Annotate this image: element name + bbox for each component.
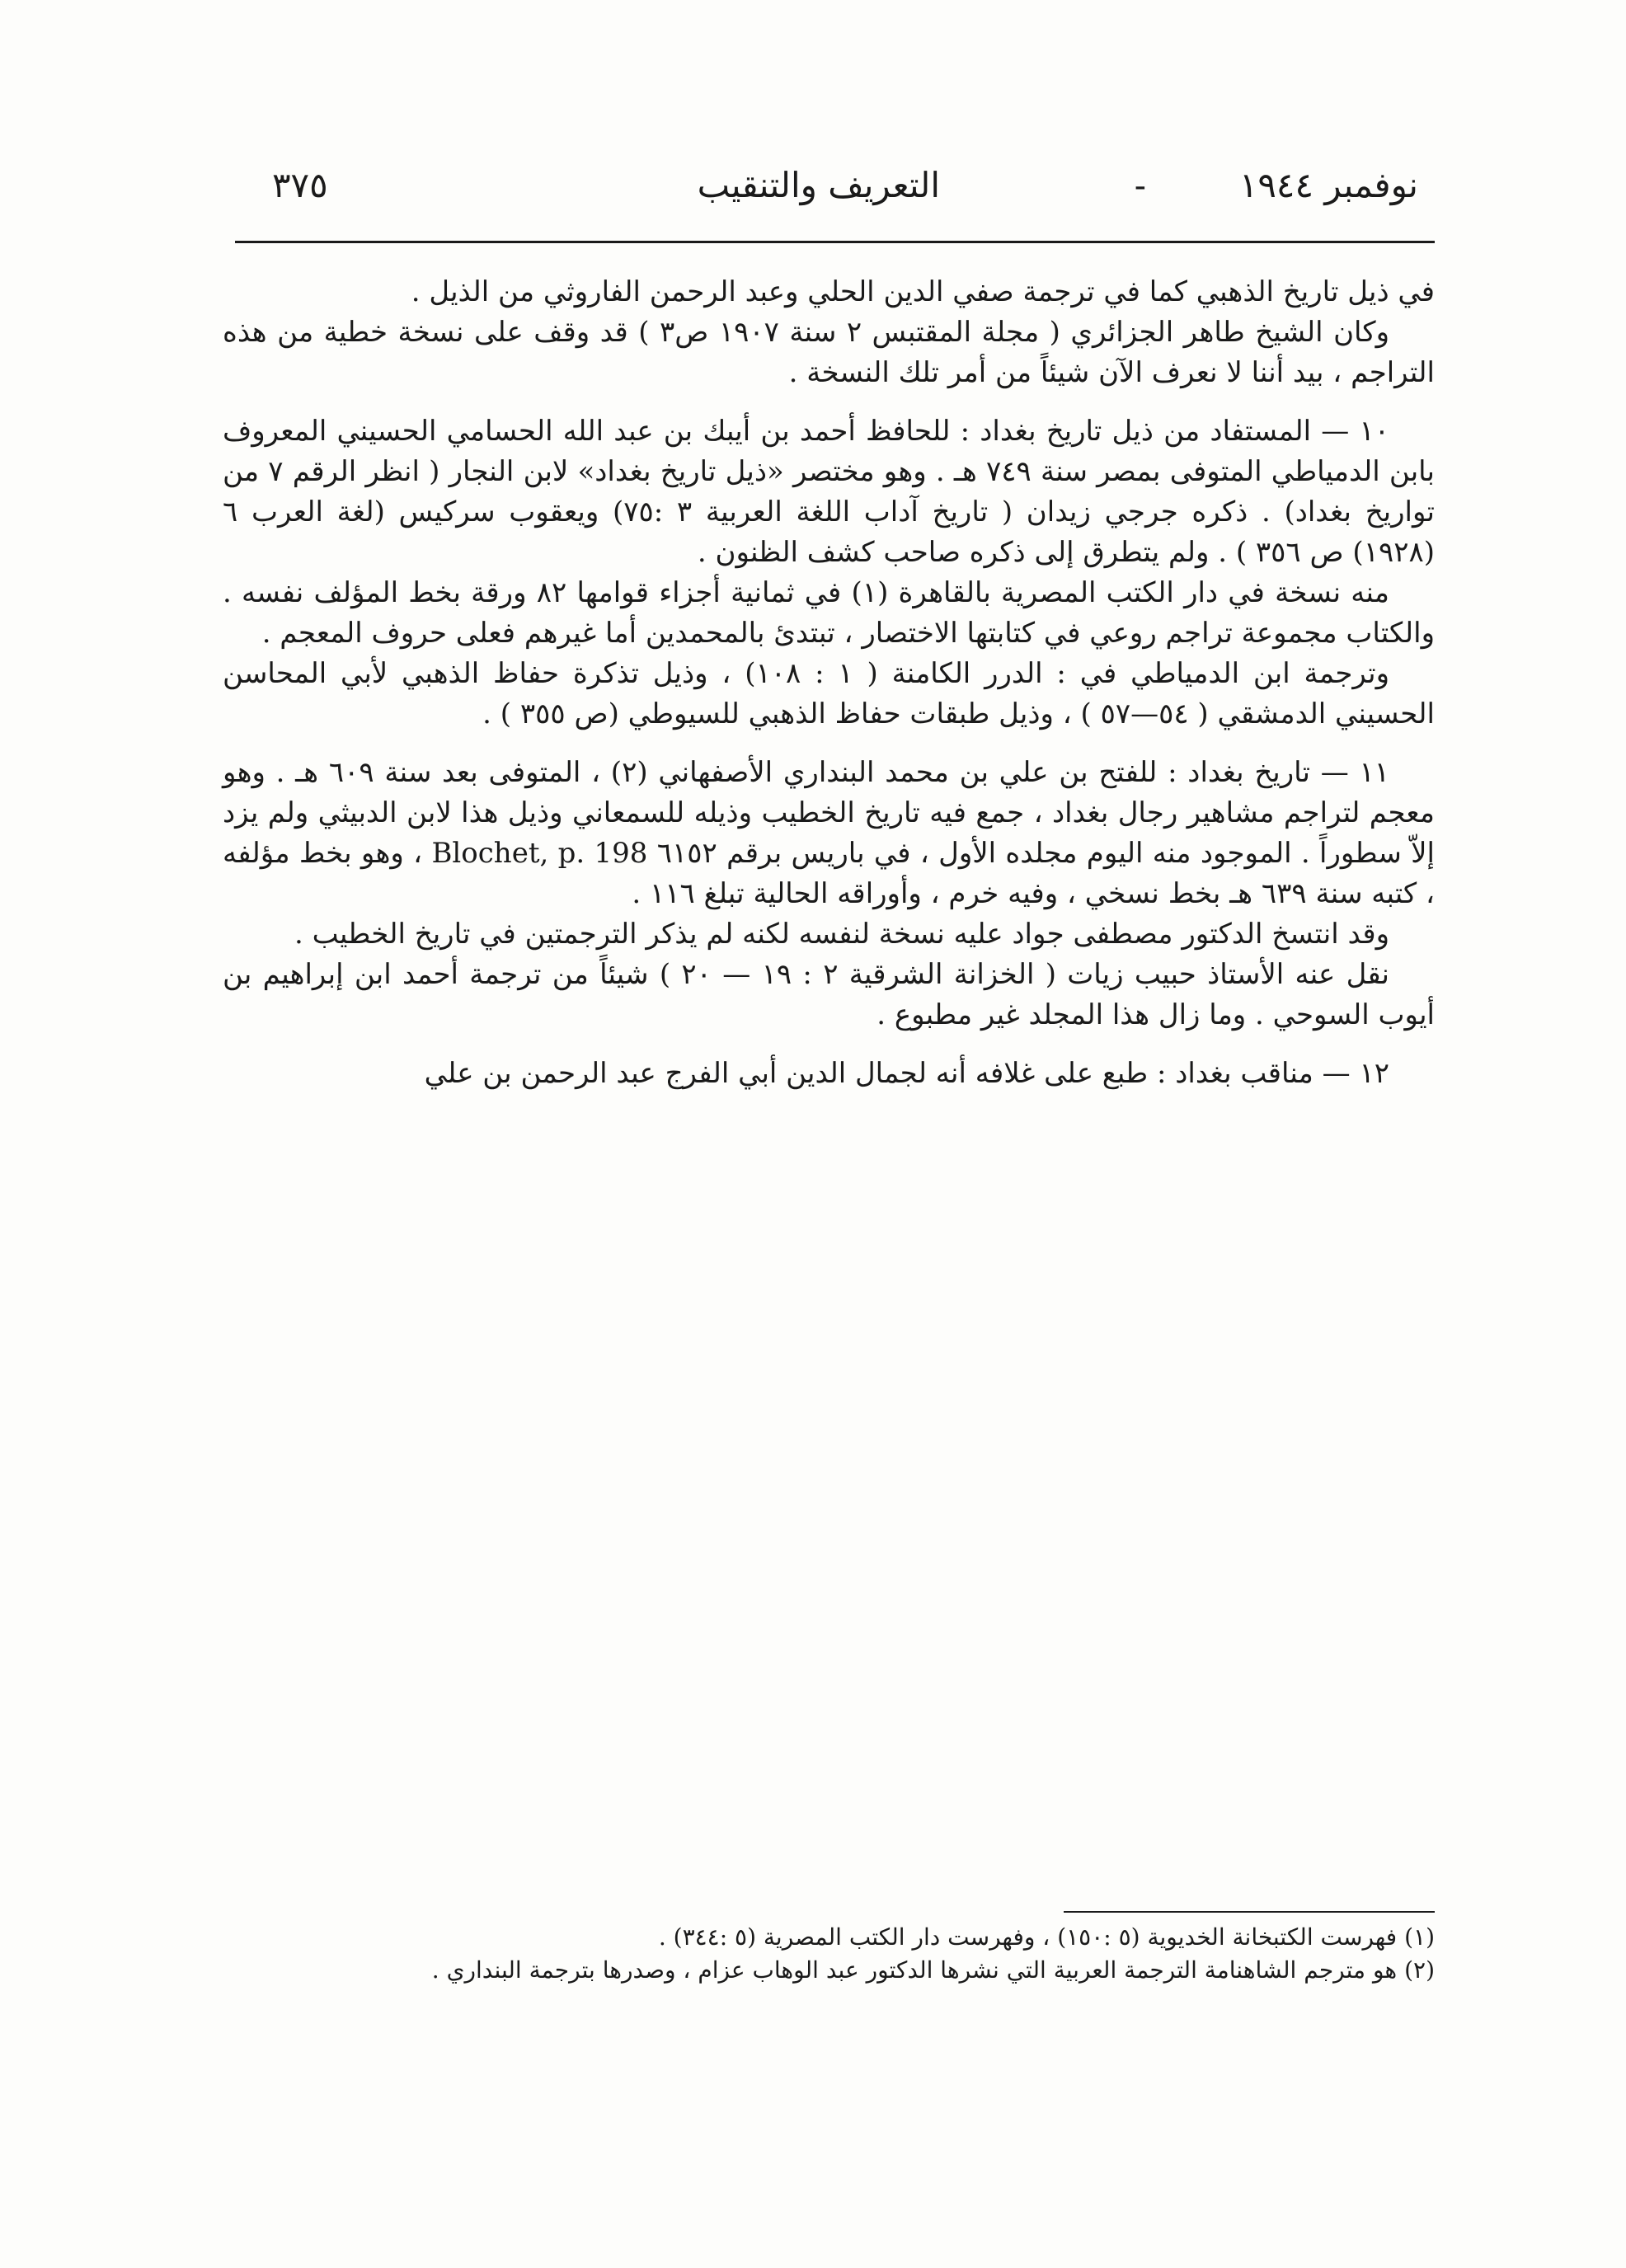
header-date: نوفمبر ١٩٤٤ [1238,165,1418,205]
header-rule [235,241,1435,243]
entry-12: ١٢ — مناقب بغداد : طبع على غلافه أنه لجمال الدين أبي الفرج عبد الرحمن بن علي [424,1057,1389,1090]
header-separator: - [1134,165,1146,205]
footnote-2: (٢) هو مترجم الشاهنامة الترجمة العربية التي نشرها الدكتور عبد الوهاب عزام ، وصدرها بترجمة البنداري . [431,1956,1435,1984]
entry-11: ١١ — تاريخ بغداد : للفتح بن علي بن محمد البنداري الأصفهاني (٢) ، المتوفى بعد سنة ٦٠٩ هـ . وهو معجم لتراجم مشاهير رجال بغداد ، جمع فيه تاريخ الخطيب وذيله للسمعاني وذيل هذا لابن الدبيثي ولم يزد إلاّ سطوراً . الموجود منه اليوم مجلده الأول ، في باريس برقم ٦١٥٢ Blochet, p. 198 ، وهو بخط مؤلفه ، كتبه سنة ٦٣٩ هـ بخط نسخي ، وفيه خرم ، وأوراقه الحالية تبلغ ١١٦ . [223,756,1436,910]
header-title: التعريف والتنقيب [697,165,940,205]
page-number: ٣٧٥ [272,165,328,205]
entry-10: ١٠ — المستفاد من ذيل تاريخ بغداد : للحافظ أحمد بن أيبك بن عبد الله الحسامي الحسيني المعروف بابن الدمياطي المتوفى بمصر سنة ٧٤٩ هـ . وهو مختصر «ذيل تاريخ بغداد» لابن النجار ( انظر الرقم ٧ من تواريخ بغداد) . ذكره جرجي زيدان ( تاريخ آداب اللغة العربية ٣ :٧٥) ويعقوب سركيس (لغة العرب ٦ (١٩٢٨) ص ٣٥٦ ) . ولم يتطرق إلى ذكره صاحب كشف الظنون . [223,415,1436,569]
paragraph-2: وكان الشيخ طاهر الجزائري ( مجلة المقتبس ٢ سنة ١٩٠٧ ص٣ ) قد وقف على نسخة خطية من هذه التراجم ، بيد أننا لا نعرف الآن شيئاً من أمر تلك النسخة . [223,316,1435,389]
paragraph-5: وترجمة ابن الدمياطي في : الدرر الكامنة ( ١ : ١٠٨) ، وذيل تذكرة حفاظ الذهبي لأبي المحاسن الحسيني الدمشقي ( ٥٤—٥٧ ) ، وذيل طبقات حفاظ الذهبي للسيوطي (ص ٣٥٥ ) . [223,657,1435,730]
footnotes [223,1921,1435,1987]
body-text [223,272,1435,1094]
running-header [272,153,1418,218]
paragraph-8: نقل عنه الأستاذ حبيب زيات ( الخزانة الشرقية ٢ : ١٩ — ٢٠ ) شيئاً من ترجمة أحمد ابن إبراهيم بن أيوب السوحي . وما زال هذا المجلد غير مطبوع . [223,958,1435,1031]
footnote-1: (١) فهرست الكتبخانة الخديوية (٥ :١٥٠) ، وفهرست دار الكتب المصرية (٥ :٣٤٤) . [658,1923,1435,1951]
footnote-rule [1064,1911,1435,1913]
paragraph-7: وقد انتسخ الدكتور مصطفى جواد عليه نسخة لنفسه لكنه لم يذكر الترجمتين في تاريخ الخطيب . [294,918,1389,951]
paragraph-1: في ذيل تاريخ الذهبي كما في ترجمة صفي الدين الحلي وعبد الرحمن الفاروثي من الذيل . [411,275,1435,308]
paragraph-4: منه نسخة في دار الكتب المصرية بالقاهرة (١) في ثمانية أجزاء قوامها ٨٢ ورقة بخط المؤلف نفسه . والكتاب مجموعة تراجم روعي في كتابتها الاختصار ، تبتدئ بالمحمدين أما غيرهم فعلى حروف المعجم . [223,576,1435,650]
